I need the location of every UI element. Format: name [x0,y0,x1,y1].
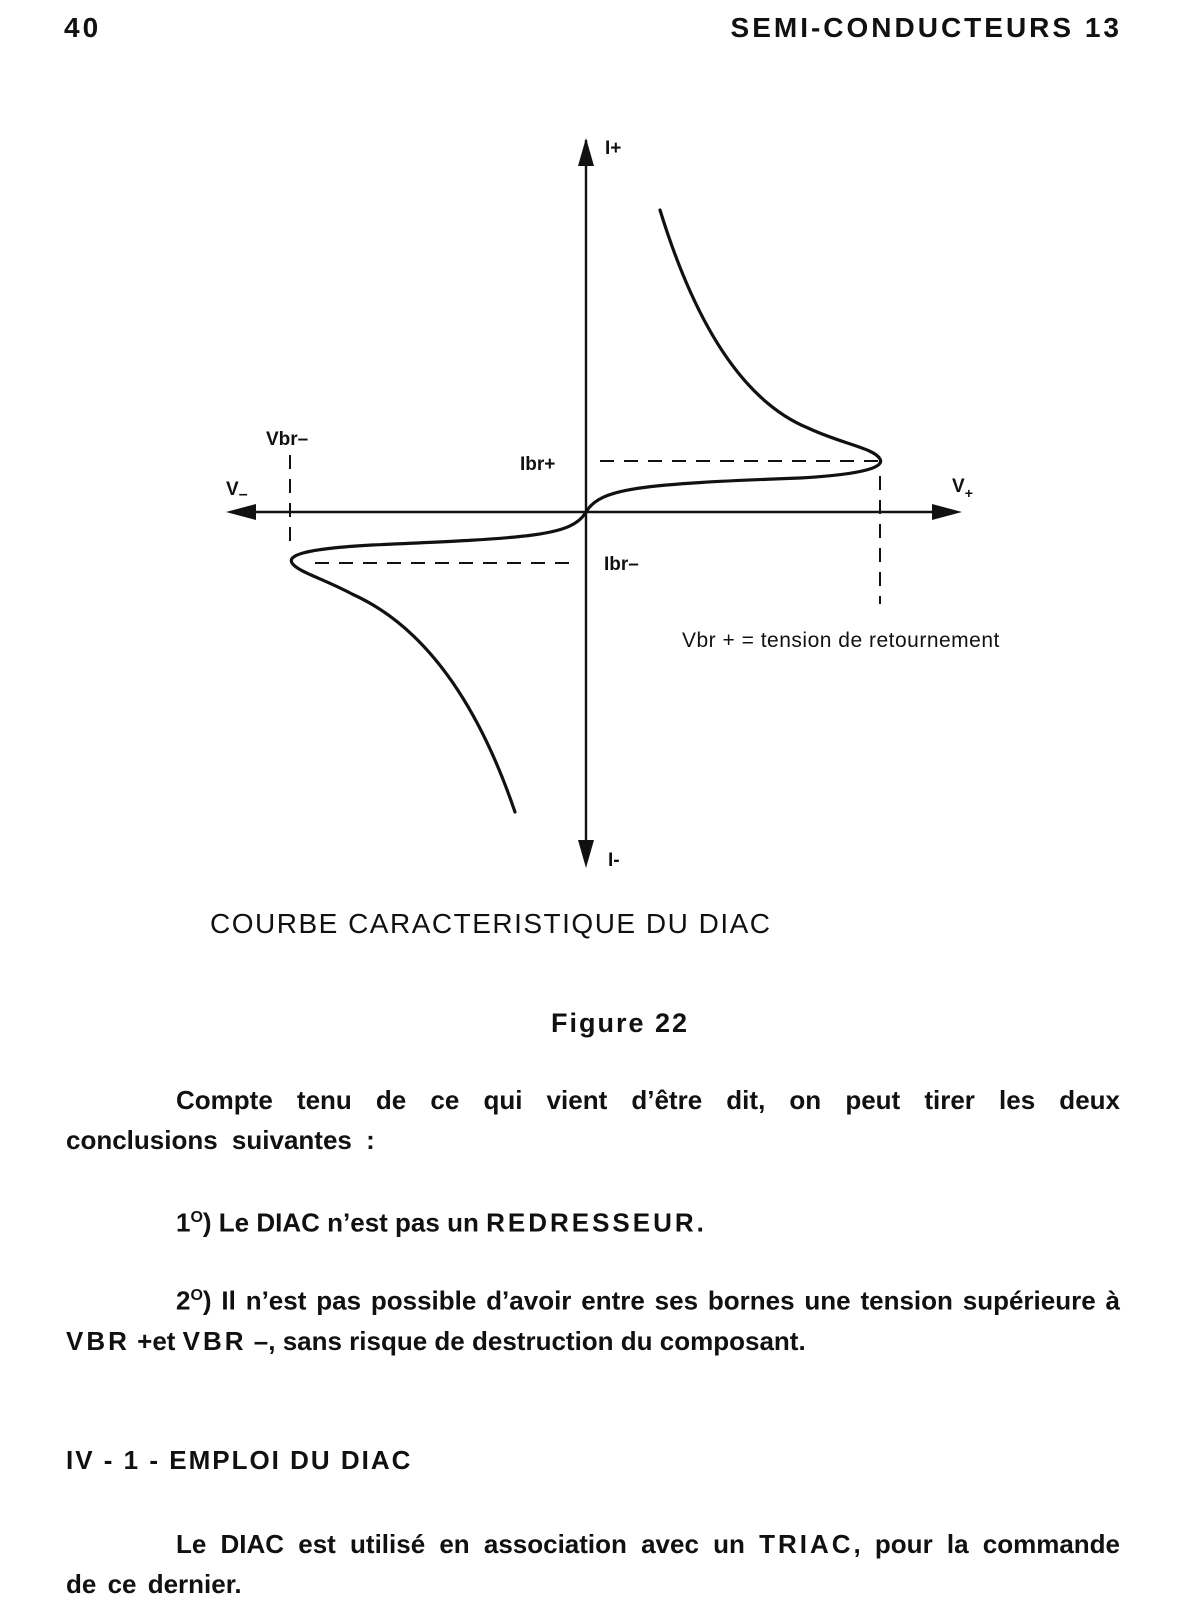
paragraph-conclusion-1 [66,1198,1120,1243]
conclusion-1-ordinal: O [190,1209,203,1226]
v-plus-arrow [932,504,962,520]
vbr-definition-note: Vbr + = tension de retournement [682,629,1000,652]
v-minus-arrow [226,504,256,520]
figure-title: COURBE CARACTERISTIQUE DU DIAC [210,908,772,939]
i-minus-arrow [578,840,594,868]
i-plus-label: I+ [605,138,622,159]
characteristic-curve-negative [291,512,586,812]
conclusion-2-number: 2 [176,1285,191,1316]
paragraph-conclusions-intro: Compte tenu de ce qui vient d’être dit, on peut tirer les deux conclusions suivantes : [66,1085,1120,1155]
vbr-minus-term: VBR [182,1325,247,1356]
paragraph-conclusion-2 [66,1276,1120,1361]
v-plus-label: $V_+$ [952,476,973,501]
ibr-minus-label: Ibr– [604,554,639,575]
running-title: SEMI-CONDUCTEURS 13 [730,12,1122,43]
conclusion-2-text-c: –, sans risque de destruction du composant. [246,1325,806,1356]
conclusion-1-text: ) Le DIAC n’est pas un [202,1207,487,1238]
triac-term: TRIAC [759,1529,854,1559]
characteristic-curve-positive [586,210,881,512]
conclusion-2-text-a: ) Il n’est pas possible d’avoir entre ses bornes une tension supérieure à [202,1285,1120,1316]
figure-number: Figure 22 [550,1008,690,1038]
page-number: 40 [64,12,102,43]
usage-text-a: Le DIAC est utilisé en association avec un [176,1529,760,1559]
ibr-plus-label: Ibr+ [520,454,556,475]
usage-text-b: , pour la commande de ce dernier. [66,1529,1120,1599]
redresseur-term: REDRESSEUR. [486,1207,707,1238]
i-plus-arrow [578,138,594,166]
conclusion-1-number: 1 [176,1207,191,1238]
v-minus-label: $V_-$ [226,479,248,503]
vbr-minus-label: Vbr– [266,429,309,450]
conclusion-2-text-b: +et [129,1325,183,1356]
section-heading: IV - 1 - EMPLOI DU DIAC [66,1445,413,1475]
i-minus-label: I- [608,850,620,871]
paragraph-diac-usage [66,1524,1120,1604]
vbr-plus-term: VBR [66,1325,130,1356]
conclusion-2-ordinal: O [190,1287,203,1304]
